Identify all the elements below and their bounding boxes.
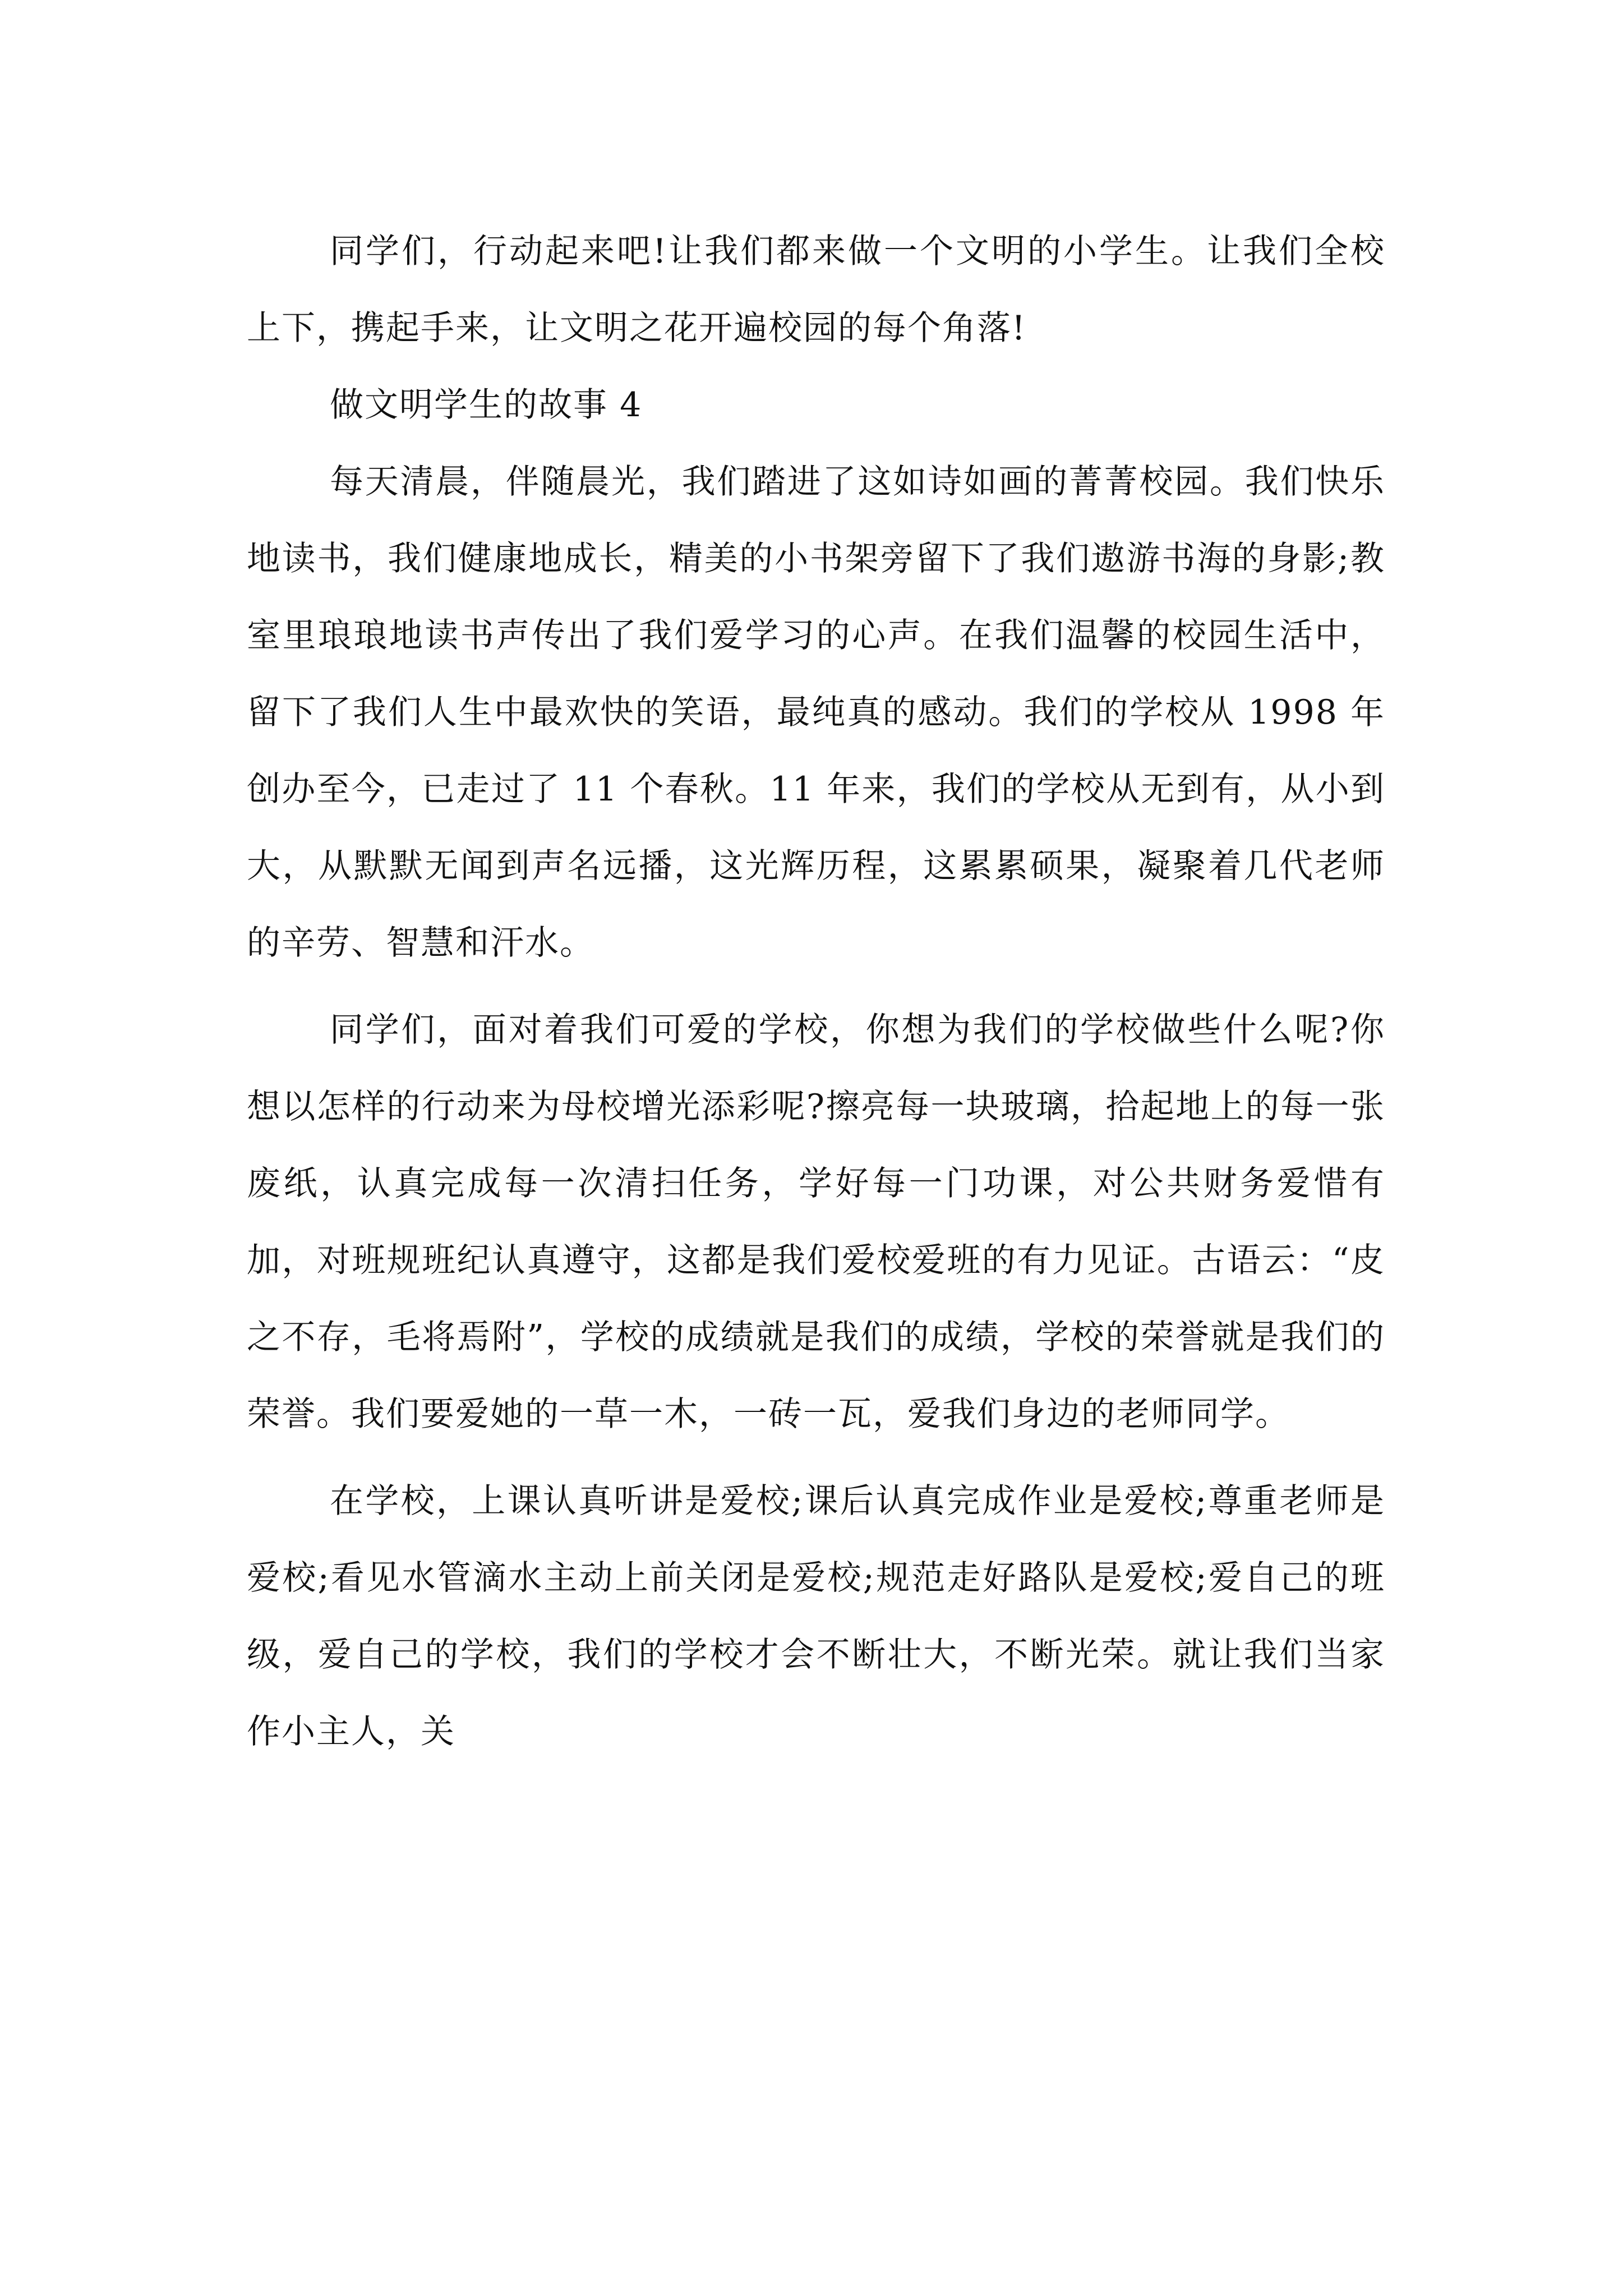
paragraph-love-school: 同学们，面对着我们可爱的学校，你想为我们的学校做些什么呢?你想以怎样的行动来为母校增光添彩呢?擦亮每一块玻璃，拾起地上的每一张废纸，认真完成每一次清扫任务，学好每一门功课，对公共财务爱惜有加，对班规班纪认真遵守，这都是我们爱校爱班的有力见证。古语云：“皮之不存，毛将焉附”，学校的成绩就是我们的成绩，学校的荣誉就是我们的荣誉。我们要爱她的一草一木，一砖一瓦，爱我们身边的老师同学。 <box>247 1010 1385 1434</box>
paragraph-closing-call: 同学们，行动起来吧!让我们都来做一个文明的小学生。让我们全校上下，携起手来，让文明之花开遍校园的每个角落! <box>247 232 1385 348</box>
section-heading: 做文明学生的故事 4 <box>330 385 643 425</box>
document-body <box>247 213 1385 1770</box>
paragraph-school-life: 每天清晨，伴随晨光，我们踏进了这如诗如画的菁菁校园。我们快乐地读书，我们健康地成长，精美的小书架旁留下了我们遨游书海的身影;教室里琅琅地读书声传出了我们爱学习的心声。在我们温馨的校园生活中，留下了我们人生中最欢快的笑语，最纯真的感动。我们的学校从 1998 年创办至今，已走过了 11 个春秋。11 年来，我们的学校从无到有，从小到大，从默默无闻到声名远播，这光辉历程，这累累硕果，凝聚着几代老师的辛劳、智慧和汗水。 <box>247 462 1385 963</box>
paragraph-actions: 在学校，上课认真听讲是爱校;课后认真完成作业是爱校;尊重老师是爱校;看见水管滴水主动上前关闭是爱校;规范走好路队是爱校;爱自己的班级，爱自己的学校，我们的学校才会不断壮大，不断光荣。就让我们当家作小主人，关 <box>247 1481 1385 1751</box>
